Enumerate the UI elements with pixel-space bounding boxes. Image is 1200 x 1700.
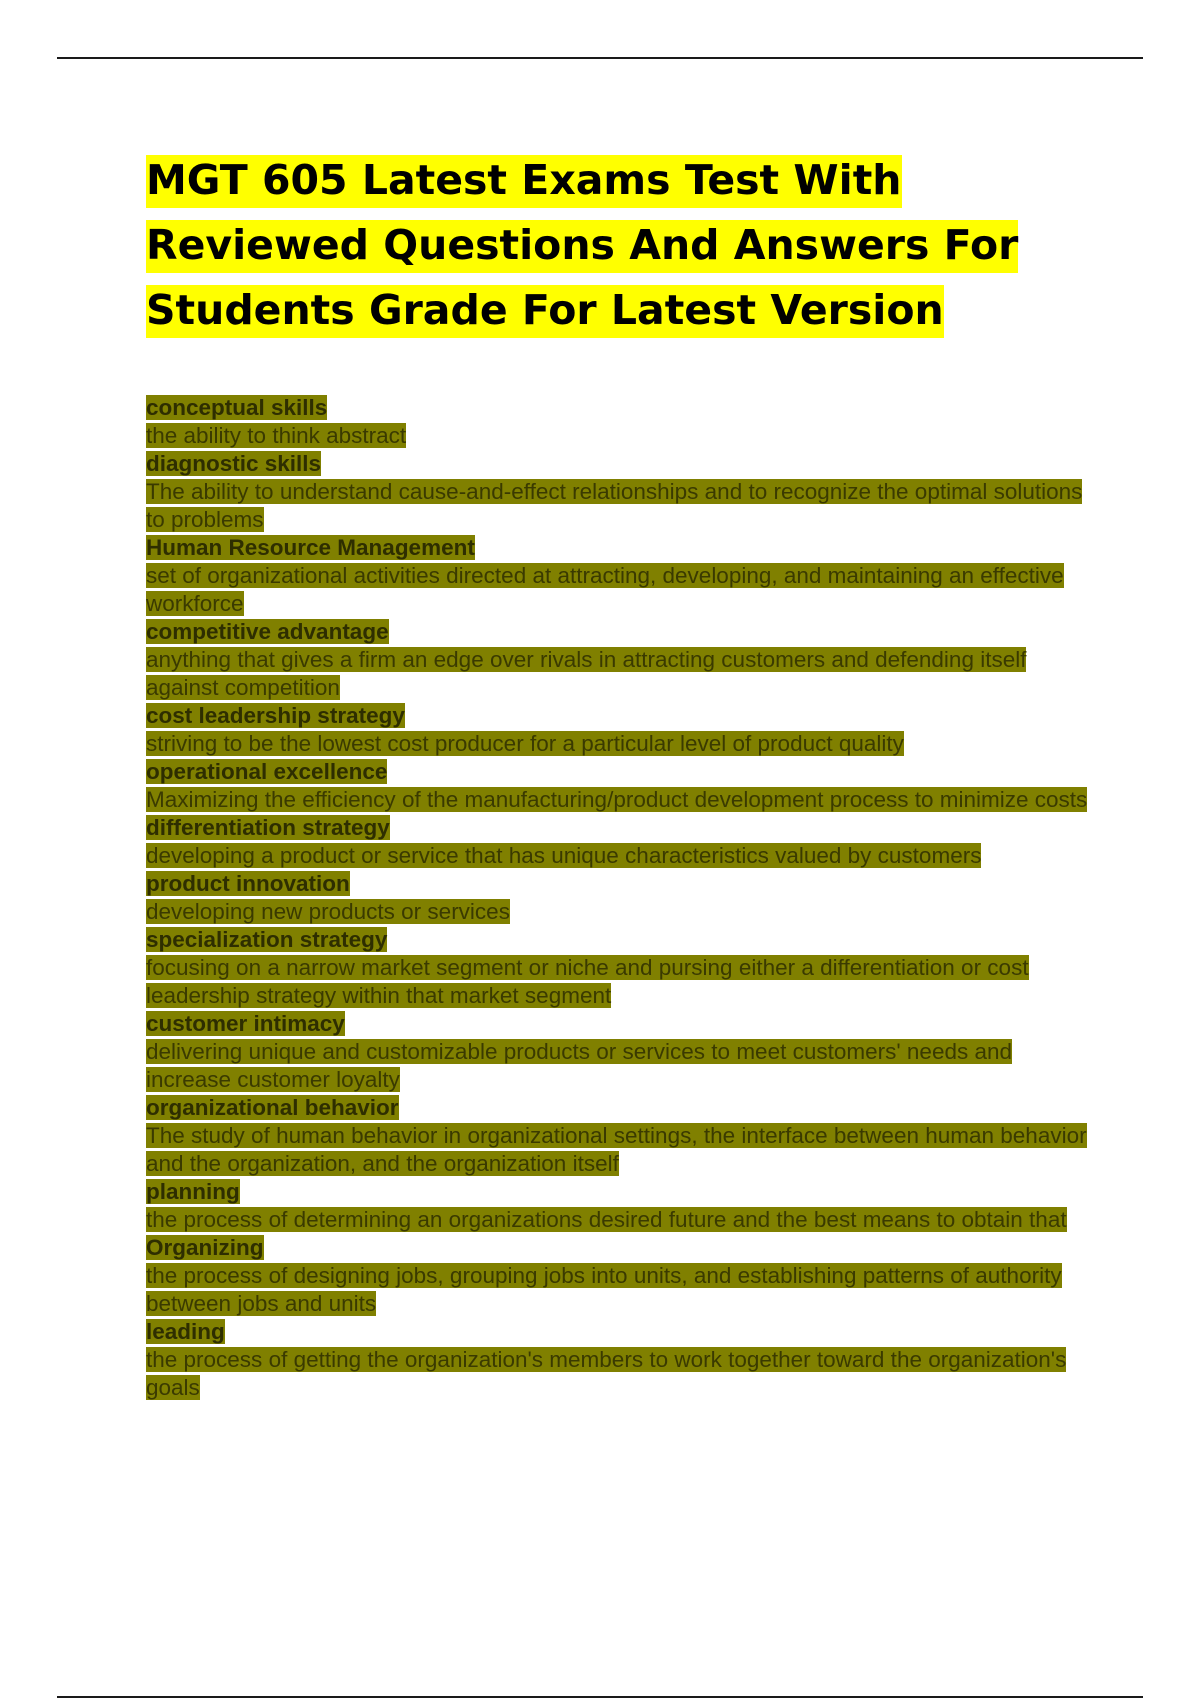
glossary-term: Human Resource Management [146, 535, 475, 560]
glossary-entry [146, 814, 1096, 870]
glossary-definition: focusing on a narrow market segment or niche and pursing either a differentiation or cost leadership strategy within that market segment [146, 955, 1029, 1008]
glossary-entry [146, 450, 1096, 534]
glossary-term: competitive advantage [146, 619, 389, 644]
glossary-entry [146, 870, 1096, 926]
glossary-entry [146, 702, 1096, 758]
glossary-term: Organizing [146, 1235, 264, 1260]
footer-rule [57, 1696, 1143, 1698]
glossary-definition: Maximizing the efficiency of the manufacturing/product development process to minimize costs [146, 787, 1088, 812]
glossary-term: organizational behavior [146, 1095, 399, 1120]
glossary-definition: developing new products or services [146, 899, 510, 924]
glossary-term: differentiation strategy [146, 815, 390, 840]
title-block [146, 148, 1086, 343]
glossary-definition: delivering unique and customizable products or services to meet customers' needs and increase customer loyalty [146, 1039, 1013, 1092]
header-rule [57, 57, 1143, 59]
document-title-text: MGT 605 Latest Exams Test With Reviewed Questions And Answers For Students Grade For Latest Version [146, 155, 1018, 338]
glossary-term: operational excellence [146, 759, 388, 784]
glossary-definition: The ability to understand cause-and-effect relationships and to recognize the optimal solutions to problems [146, 479, 1083, 532]
glossary-definition: The study of human behavior in organizational settings, the interface between human behavior and the organization, and the organization itself [146, 1123, 1087, 1176]
glossary-entry [146, 1010, 1096, 1094]
glossary-entry [146, 1178, 1096, 1234]
glossary-entry [146, 758, 1096, 814]
glossary-term: customer intimacy [146, 1011, 345, 1036]
glossary-definition: developing a product or service that has unique characteristics valued by customers [146, 843, 982, 868]
glossary-term: specialization strategy [146, 927, 388, 952]
glossary-entry [146, 534, 1096, 618]
document-title [146, 148, 1086, 343]
glossary-definition: anything that gives a firm an edge over rivals in attracting customers and defending itself against competition [146, 647, 1027, 700]
glossary-entry [146, 1318, 1096, 1402]
glossary-definition: the process of getting the organization's members to work together toward the organization's goals [146, 1347, 1067, 1400]
glossary-term: product innovation [146, 871, 350, 896]
glossary-definition: the ability to think abstract [146, 423, 407, 448]
glossary-term: cost leadership strategy [146, 703, 405, 728]
glossary-definition: the process of determining an organizations desired future and the best means to obtain that [146, 1207, 1067, 1232]
glossary-definition: the process of designing jobs, grouping jobs into units, and establishing patterns of authority between jobs and units [146, 1263, 1062, 1316]
glossary-entry [146, 394, 1096, 450]
glossary-term: conceptual skills [146, 395, 328, 420]
glossary-term: planning [146, 1179, 240, 1204]
glossary-entry [146, 926, 1096, 1010]
glossary-entry [146, 1234, 1096, 1318]
glossary-term: leading [146, 1319, 225, 1344]
glossary-entry [146, 618, 1096, 702]
glossary-definition: set of organizational activities directed at attracting, developing, and maintaining an effective workforce [146, 563, 1064, 616]
glossary-definition: striving to be the lowest cost producer for a particular level of product quality [146, 731, 904, 756]
glossary-term: diagnostic skills [146, 451, 322, 476]
glossary-list [146, 394, 1096, 1402]
glossary-entry [146, 1094, 1096, 1178]
